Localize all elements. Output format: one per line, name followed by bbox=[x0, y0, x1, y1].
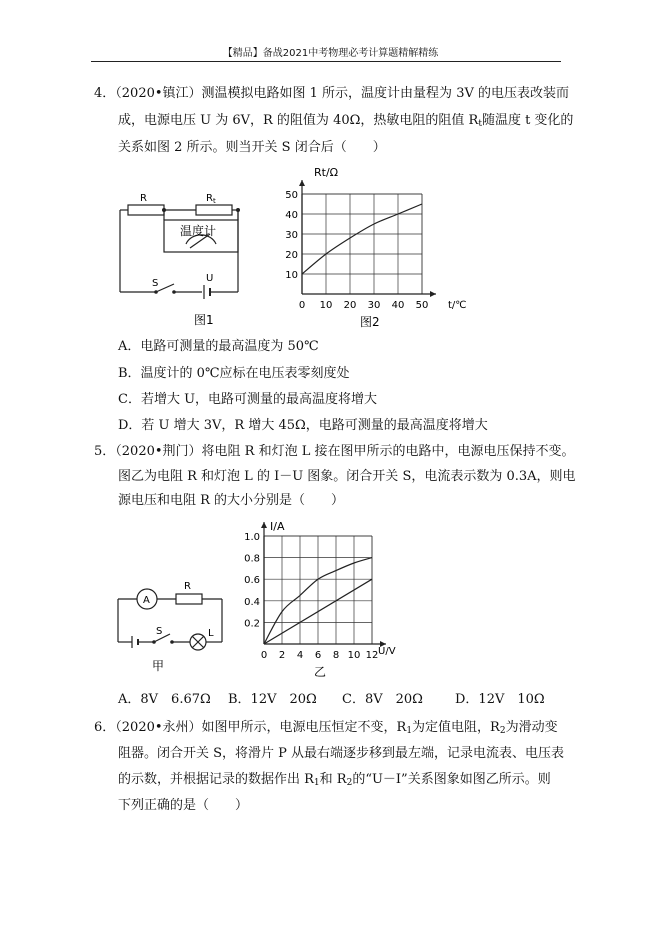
chart2-y-tick: 10 bbox=[285, 270, 298, 281]
fig1-caption: 图1 bbox=[194, 313, 214, 327]
q4-figure-1-circuit bbox=[110, 188, 280, 330]
chart2-x-arrow bbox=[430, 291, 436, 297]
q4-option-c: C．若增大 U，电路可测量的最高温度将增大 bbox=[118, 392, 378, 407]
fig1-meter-label: 温度计 bbox=[180, 224, 217, 238]
q4-line-3: 关系如图 2 所示。则当开关 S 闭合后（ ） bbox=[118, 140, 386, 155]
q5-option-b: B．12V 20Ω bbox=[228, 692, 317, 707]
chart2-x-tick: 50 bbox=[415, 300, 429, 311]
fig1-label-u: U bbox=[206, 273, 214, 284]
q5-option-a: A．8V 6.67Ω bbox=[118, 692, 211, 707]
chart5-x-tick: 2 bbox=[278, 650, 286, 661]
chart2-ylabel: Rt/Ω bbox=[314, 166, 339, 179]
chart5-y-tick: 0.8 bbox=[244, 553, 260, 565]
chart2-x-tick: 0 bbox=[298, 300, 306, 311]
q5-figure-jia-circuit bbox=[110, 574, 240, 676]
chart5-y-arrow bbox=[261, 522, 267, 528]
chart5-y-tick: 1.0 bbox=[244, 532, 260, 543]
chart2-xlabel: t/℃ bbox=[448, 300, 467, 311]
q5-line-3: 源电压和电阻 R 的大小分别是（ ） bbox=[118, 493, 345, 508]
q4-option-b: B．温度计的 0℃应标在电压表零刻度处 bbox=[118, 366, 350, 381]
chart2-x-tick: 10 bbox=[319, 300, 333, 311]
q5-line-2: 图乙为电阻 R 和灯泡 L 的 I－U 图象。闭合开关 S，电流表示数为 0.3A，则电 bbox=[118, 469, 576, 484]
q5-figure-yi-chart bbox=[240, 514, 420, 684]
yi-caption: 乙 bbox=[314, 665, 327, 679]
jia-caption: 甲 bbox=[152, 659, 165, 673]
chart2-y-arrow bbox=[299, 180, 305, 186]
chart5-y-tick: 0.4 bbox=[244, 596, 260, 608]
header-divider bbox=[91, 61, 561, 62]
q4-figure-2-chart bbox=[280, 160, 480, 330]
chart2-x-tick: 20 bbox=[343, 300, 357, 311]
chart5-xlabel: U/V bbox=[378, 646, 396, 657]
chart2-y-tick: 40 bbox=[285, 210, 298, 221]
chart2-series-line bbox=[302, 204, 422, 274]
fig1-label-s: S bbox=[152, 278, 159, 289]
q5-option-d: D．12V 10Ω bbox=[455, 692, 545, 707]
chart5-x-tick: 6 bbox=[314, 650, 322, 661]
q4-line-1: 4．（2020•镇江）测温模拟电路如图 1 所示，温度计由量程为 3V 的电压表改装而 bbox=[94, 86, 569, 101]
page-header: 【精品】备战2021中考物理必考计算题精解精练 bbox=[222, 48, 439, 59]
chart2-y-tick: 20 bbox=[285, 250, 298, 261]
fig1-label-r: R bbox=[140, 193, 147, 204]
chart2-y-tick: 30 bbox=[285, 230, 298, 241]
fig1-label-rt: $R_t$ bbox=[206, 193, 216, 205]
chart5-x-tick: 12 bbox=[365, 650, 379, 661]
chart2-x-tick: 30 bbox=[367, 300, 381, 311]
chart5-y-tick: 0.6 bbox=[244, 575, 260, 587]
chart5-x-tick: 0 bbox=[260, 650, 268, 661]
q5-line-1: 5．（2020•荆门）将电阻 R 和灯泡 L 接在图甲所示的电路中，电源电压保持不变。 bbox=[94, 444, 575, 459]
q6-line-2: 阻器。闭合开关 S，将滑片 P 从最右端逐步移到最左端，记录电流表、电压表 bbox=[118, 746, 565, 761]
q5-option-c: C．8V 20Ω bbox=[342, 692, 423, 707]
q6-line-3: 的示数，并根据记录的数据作出 $R_1$和 $R_2$的“U－I”关系图象如图乙所示。则 bbox=[118, 772, 551, 788]
chart5-y-tick: 0.2 bbox=[244, 618, 260, 630]
fig2-caption: 图2 bbox=[360, 315, 380, 329]
chart5-x-tick: 8 bbox=[332, 650, 340, 661]
chart2-x-tick: 40 bbox=[391, 300, 405, 311]
jia-label-r: R bbox=[184, 581, 191, 592]
jia-ammeter-label: A bbox=[143, 595, 150, 606]
chart5-x-tick: 10 bbox=[347, 650, 361, 661]
q6-line-4: 下列正确的是（ ） bbox=[118, 798, 249, 813]
q4-option-a: A．电路可测量的最高温度为 50℃ bbox=[118, 339, 319, 354]
q4-line-2: 成，电源电压 U 为 6V，R 的阻值为 40Ω，热敏电阻的阻值 $R_t$随温度 t 变化的 bbox=[118, 113, 574, 129]
q6-line-1: 6．（2020•永州）如图甲所示，电源电压恒定不变，$R_1$为定值电阻，$R_2$为滑动变 bbox=[94, 720, 558, 736]
jia-label-l: L bbox=[208, 628, 214, 639]
chart5-x-tick: 4 bbox=[296, 650, 304, 661]
chart5-ylabel: I/A bbox=[270, 520, 285, 533]
chart2-y-tick: 50 bbox=[285, 190, 298, 201]
q4-option-d: D．若 U 增大 3V，R 增大 45Ω，电路可测量的最高温度将增大 bbox=[118, 418, 488, 433]
jia-label-s: S bbox=[156, 626, 163, 637]
